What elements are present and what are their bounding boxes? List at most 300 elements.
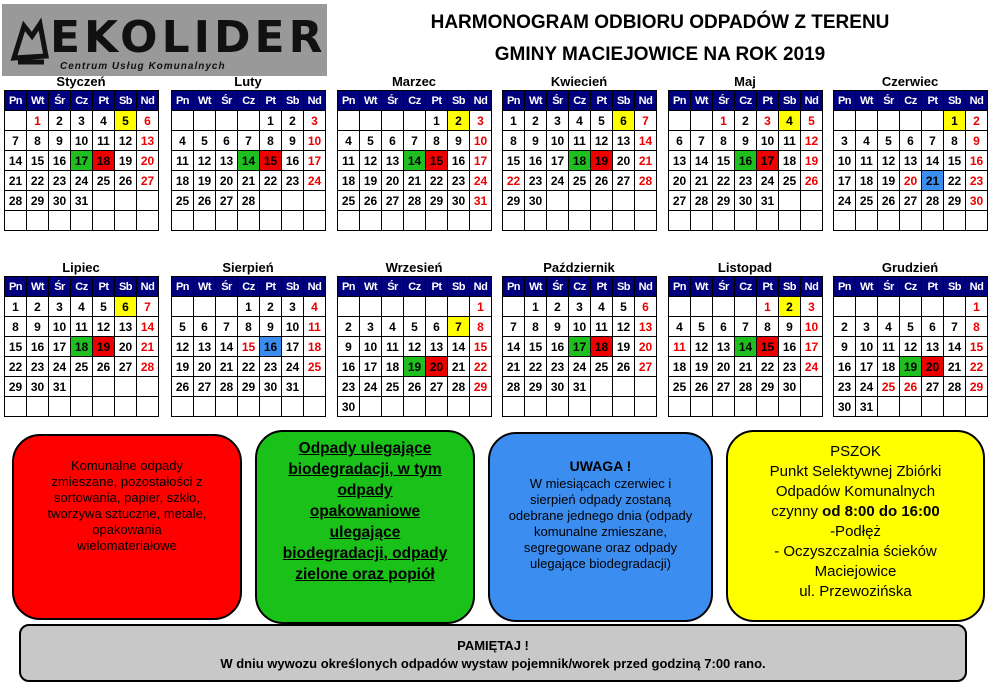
day-cell: 1 xyxy=(966,297,988,317)
weekday-header: Śr xyxy=(547,277,569,297)
empty-cell xyxy=(944,297,966,317)
company-logo xyxy=(2,4,327,76)
day-cell: 25 xyxy=(878,377,900,397)
month-calendar xyxy=(4,74,158,231)
day-cell-yellow: 1 xyxy=(944,111,966,131)
weekday-header: Śr xyxy=(382,277,404,297)
empty-cell xyxy=(878,297,900,317)
day-cell: 26 xyxy=(404,377,426,397)
day-cell: 27 xyxy=(613,171,635,191)
empty-cell xyxy=(426,297,448,317)
day-cell: 15 xyxy=(27,151,49,171)
day-cell: 28 xyxy=(635,171,657,191)
empty-cell xyxy=(282,211,304,231)
day-cell: 13 xyxy=(382,151,404,171)
day-cell: 31 xyxy=(49,377,71,397)
empty-cell xyxy=(801,191,823,211)
empty-cell xyxy=(856,297,878,317)
day-cell: 31 xyxy=(757,191,779,211)
day-cell: 29 xyxy=(5,377,27,397)
day-cell: 3 xyxy=(801,297,823,317)
empty-cell xyxy=(691,111,713,131)
day-cell: 24 xyxy=(49,357,71,377)
day-cell: 2 xyxy=(966,111,988,131)
day-cell-yellow: 6 xyxy=(613,111,635,131)
empty-cell xyxy=(115,397,137,417)
weekday-header: Śr xyxy=(713,91,735,111)
day-cell: 8 xyxy=(426,131,448,151)
pszok-hours: od 8:00 do 16:00 xyxy=(822,503,940,520)
empty-cell xyxy=(525,211,547,231)
empty-cell xyxy=(448,297,470,317)
month-calendar xyxy=(4,260,158,417)
weekday-header: Pn xyxy=(669,91,691,111)
month-name: Marzec xyxy=(391,74,437,89)
day-cell: 28 xyxy=(137,357,159,377)
day-cell: 10 xyxy=(71,131,93,151)
day-cell: 30 xyxy=(966,191,988,211)
empty-cell xyxy=(669,111,691,131)
weekday-header: Sb xyxy=(944,91,966,111)
day-cell: 20 xyxy=(900,171,922,191)
day-cell: 19 xyxy=(613,337,635,357)
weekday-header: Sb xyxy=(448,91,470,111)
day-cell: 8 xyxy=(713,131,735,151)
weekday-header: Sb xyxy=(944,277,966,297)
weekday-header: Wt xyxy=(525,277,547,297)
day-cell: 27 xyxy=(669,191,691,211)
day-cell: 8 xyxy=(238,317,260,337)
weekday-header: Pn xyxy=(172,277,194,297)
day-cell: 23 xyxy=(282,171,304,191)
day-cell: 6 xyxy=(922,317,944,337)
day-cell: 6 xyxy=(216,131,238,151)
empty-cell xyxy=(282,397,304,417)
day-cell: 1 xyxy=(525,297,547,317)
day-cell: 27 xyxy=(426,377,448,397)
weekday-header: Pn xyxy=(503,277,525,297)
month-name: Maj xyxy=(734,74,756,89)
day-cell: 2 xyxy=(525,111,547,131)
day-cell: 31 xyxy=(282,377,304,397)
day-cell: 28 xyxy=(503,377,525,397)
weekday-header: Wt xyxy=(27,91,49,111)
reminder-title: PAMIĘTAJ ! xyxy=(457,638,529,653)
empty-cell xyxy=(635,211,657,231)
day-cell: 11 xyxy=(338,151,360,171)
empty-cell xyxy=(834,211,856,231)
day-cell: 27 xyxy=(713,377,735,397)
day-cell: 3 xyxy=(360,317,382,337)
weekday-header: Sb xyxy=(115,277,137,297)
day-cell: 10 xyxy=(757,131,779,151)
empty-cell xyxy=(691,397,713,417)
empty-cell xyxy=(757,211,779,231)
page-title-line-2: GMINY MACIEJOWICE NA ROK 2019 xyxy=(494,44,826,65)
day-cell: 5 xyxy=(900,317,922,337)
day-cell: 9 xyxy=(525,131,547,151)
day-cell: 28 xyxy=(5,191,27,211)
day-cell: 28 xyxy=(922,191,944,211)
day-cell: 30 xyxy=(49,191,71,211)
day-cell: 25 xyxy=(93,171,115,191)
month-calendar xyxy=(171,260,325,417)
weekday-header: Cz xyxy=(569,91,591,111)
day-cell: 6 xyxy=(382,131,404,151)
day-cell: 1 xyxy=(238,297,260,317)
empty-cell xyxy=(966,211,988,231)
day-cell: 22 xyxy=(27,171,49,191)
weekday-header: Nd xyxy=(966,277,988,297)
day-cell: 22 xyxy=(944,171,966,191)
day-cell: 3 xyxy=(547,111,569,131)
day-cell: 4 xyxy=(338,131,360,151)
page-title-line-1: HARMONOGRAM ODBIORU ODPADÓW Z TERENU xyxy=(430,12,890,33)
day-cell: 27 xyxy=(635,357,657,377)
day-cell: 30 xyxy=(260,377,282,397)
month-table xyxy=(668,276,823,417)
weekday-header: Sb xyxy=(779,91,801,111)
empty-cell xyxy=(448,397,470,417)
weekday-header: Nd xyxy=(137,277,159,297)
day-cell: 6 xyxy=(426,317,448,337)
day-cell: 14 xyxy=(691,151,713,171)
day-cell: 26 xyxy=(93,357,115,377)
day-cell: 8 xyxy=(503,131,525,151)
day-cell: 24 xyxy=(801,357,823,377)
weekday-header: Pt xyxy=(260,91,282,111)
day-cell: 29 xyxy=(713,191,735,211)
day-cell: 27 xyxy=(137,171,159,191)
empty-cell xyxy=(635,377,657,397)
day-cell: 13 xyxy=(426,337,448,357)
day-cell: 21 xyxy=(735,357,757,377)
day-cell: 25 xyxy=(569,171,591,191)
day-cell: 13 xyxy=(137,131,159,151)
day-cell: 25 xyxy=(669,377,691,397)
empty-cell xyxy=(115,211,137,231)
day-cell: 18 xyxy=(878,357,900,377)
day-cell: 31 xyxy=(71,191,93,211)
weekday-header: Cz xyxy=(404,277,426,297)
day-cell: 25 xyxy=(382,377,404,397)
day-cell: 27 xyxy=(216,191,238,211)
pszok-line-4: - Oczyszczalnia ścieków Maciejowice xyxy=(774,543,937,580)
month-name: Wrzesień xyxy=(385,260,443,275)
weekday-header: Pt xyxy=(922,91,944,111)
weekday-header: Pn xyxy=(834,277,856,297)
day-cell: 8 xyxy=(5,317,27,337)
day-cell: 21 xyxy=(691,171,713,191)
day-cell: 24 xyxy=(71,171,93,191)
empty-cell xyxy=(900,211,922,231)
weekday-header: Cz xyxy=(900,91,922,111)
day-cell: 9 xyxy=(27,317,49,337)
empty-cell xyxy=(834,297,856,317)
day-cell: 20 xyxy=(382,171,404,191)
day-cell: 22 xyxy=(426,171,448,191)
weekday-header: Wt xyxy=(27,277,49,297)
day-cell: 3 xyxy=(304,111,326,131)
day-cell: 5 xyxy=(878,131,900,151)
day-cell: 10 xyxy=(569,317,591,337)
empty-cell xyxy=(448,211,470,231)
empty-cell xyxy=(801,211,823,231)
day-cell: 9 xyxy=(49,131,71,151)
day-cell-red: 17 xyxy=(757,151,779,171)
empty-cell xyxy=(613,191,635,211)
empty-cell xyxy=(779,211,801,231)
month-table xyxy=(668,90,823,231)
empty-cell xyxy=(801,377,823,397)
month-name: Styczeń xyxy=(56,74,106,89)
day-cell: 18 xyxy=(669,357,691,377)
weekday-header: Wt xyxy=(194,91,216,111)
day-cell: 17 xyxy=(282,337,304,357)
day-cell: 18 xyxy=(779,151,801,171)
month-calendar xyxy=(833,260,987,417)
empty-cell xyxy=(691,211,713,231)
weekday-header: Pt xyxy=(426,277,448,297)
weekday-header: Nd xyxy=(635,277,657,297)
pszok-open-prefix: czynny xyxy=(771,503,823,520)
month-name: Kwiecień xyxy=(550,74,608,89)
day-cell: 2 xyxy=(338,317,360,337)
day-cell: 11 xyxy=(878,337,900,357)
day-cell-red: 15 xyxy=(260,151,282,171)
note-title: UWAGA ! xyxy=(569,458,632,474)
day-cell: 12 xyxy=(691,337,713,357)
logo-subtitle: Centrum Usług Komunalnych xyxy=(60,61,226,72)
day-cell: 23 xyxy=(547,357,569,377)
empty-cell xyxy=(503,397,525,417)
day-cell: 16 xyxy=(49,151,71,171)
day-cell: 13 xyxy=(922,337,944,357)
empty-cell xyxy=(216,297,238,317)
day-cell: 11 xyxy=(591,317,613,337)
weekday-header: Cz xyxy=(569,277,591,297)
day-cell: 2 xyxy=(260,297,282,317)
empty-cell xyxy=(260,397,282,417)
day-cell: 17 xyxy=(304,151,326,171)
weekday-header: Nd xyxy=(966,91,988,111)
day-cell: 22 xyxy=(713,171,735,191)
day-cell: 4 xyxy=(878,317,900,337)
day-cell-green: 18 xyxy=(569,151,591,171)
day-cell: 29 xyxy=(966,377,988,397)
pszok-line-3: -Podłęż xyxy=(830,523,881,540)
empty-cell xyxy=(304,211,326,231)
empty-cell xyxy=(735,297,757,317)
weekday-header: Pn xyxy=(5,277,27,297)
day-cell: 19 xyxy=(115,151,137,171)
recycle-icon xyxy=(10,16,50,68)
empty-cell xyxy=(669,297,691,317)
day-cell: 21 xyxy=(635,151,657,171)
empty-cell xyxy=(172,397,194,417)
day-cell: 21 xyxy=(216,357,238,377)
empty-cell xyxy=(591,191,613,211)
day-cell: 4 xyxy=(304,297,326,317)
weekday-header: Śr xyxy=(49,277,71,297)
empty-cell xyxy=(27,397,49,417)
month-name: Czerwiec xyxy=(881,74,939,89)
day-cell-green: 19 xyxy=(900,357,922,377)
empty-cell xyxy=(900,397,922,417)
day-cell: 1 xyxy=(757,297,779,317)
day-cell: 17 xyxy=(801,337,823,357)
day-cell: 9 xyxy=(338,337,360,357)
weekday-header: Cz xyxy=(735,91,757,111)
empty-cell xyxy=(338,211,360,231)
month-name: Listopad xyxy=(717,260,773,275)
day-cell: 17 xyxy=(470,151,492,171)
reminder-text: W dniu wywozu określonych odpadów wystaw pojemnik/worek przed godziną 7:00 rano. xyxy=(220,656,766,671)
weekday-header: Sb xyxy=(613,277,635,297)
empty-cell xyxy=(569,191,591,211)
weekday-header: Pn xyxy=(5,91,27,111)
day-cell: 13 xyxy=(900,151,922,171)
day-cell: 10 xyxy=(49,317,71,337)
day-cell-green: 14 xyxy=(735,337,757,357)
day-cell: 19 xyxy=(172,357,194,377)
day-cell: 26 xyxy=(172,377,194,397)
day-cell: 7 xyxy=(944,317,966,337)
day-cell: 15 xyxy=(238,337,260,357)
day-cell: 26 xyxy=(591,171,613,191)
empty-cell xyxy=(691,297,713,317)
empty-cell xyxy=(172,297,194,317)
day-cell: 28 xyxy=(238,191,260,211)
empty-cell xyxy=(779,397,801,417)
day-cell: 14 xyxy=(216,337,238,357)
day-cell: 3 xyxy=(470,111,492,131)
month-name: Luty xyxy=(234,74,262,89)
empty-cell xyxy=(304,397,326,417)
day-cell: 11 xyxy=(569,131,591,151)
day-cell: 17 xyxy=(49,337,71,357)
weekday-header: Śr xyxy=(49,91,71,111)
weekday-header: Cz xyxy=(900,277,922,297)
weekday-header: Wt xyxy=(691,91,713,111)
weekday-header: Nd xyxy=(304,277,326,297)
empty-cell xyxy=(360,297,382,317)
empty-cell xyxy=(713,397,735,417)
day-cell: 20 xyxy=(216,171,238,191)
day-cell: 12 xyxy=(115,131,137,151)
day-cell-green: 16 xyxy=(735,151,757,171)
day-cell: 14 xyxy=(635,131,657,151)
day-cell-green: 17 xyxy=(569,337,591,357)
month-table xyxy=(337,90,492,231)
day-cell: 24 xyxy=(282,357,304,377)
empty-cell xyxy=(922,297,944,317)
empty-cell xyxy=(194,397,216,417)
empty-cell xyxy=(669,211,691,231)
day-cell-yellow: 2 xyxy=(448,111,470,131)
day-cell: 5 xyxy=(591,111,613,131)
empty-cell xyxy=(613,377,635,397)
weekday-header: Cz xyxy=(238,91,260,111)
weekday-header: Wt xyxy=(856,277,878,297)
weekday-header: Nd xyxy=(801,277,823,297)
day-cell: 9 xyxy=(966,131,988,151)
day-cell: 22 xyxy=(966,357,988,377)
empty-cell xyxy=(404,111,426,131)
month-calendar xyxy=(502,260,656,417)
month-table xyxy=(171,90,326,231)
day-cell-red: 19 xyxy=(591,151,613,171)
day-cell: 11 xyxy=(304,317,326,337)
day-cell: 13 xyxy=(194,337,216,357)
weekday-header: Wt xyxy=(691,277,713,297)
day-cell: 21 xyxy=(503,357,525,377)
empty-cell xyxy=(966,397,988,417)
month-calendar xyxy=(337,260,491,417)
day-cell: 19 xyxy=(360,171,382,191)
day-cell: 4 xyxy=(669,317,691,337)
day-cell: 4 xyxy=(93,111,115,131)
mixed-waste-box xyxy=(12,434,242,620)
day-cell: 12 xyxy=(878,151,900,171)
weekday-header: Pt xyxy=(93,91,115,111)
day-cell: 13 xyxy=(216,151,238,171)
empty-cell xyxy=(569,397,591,417)
empty-cell xyxy=(856,111,878,131)
pszok-box xyxy=(726,430,985,622)
pszok-line-5: ul. Przewozińska xyxy=(799,583,912,600)
day-cell: 10 xyxy=(856,337,878,357)
day-cell: 16 xyxy=(525,151,547,171)
day-cell: 1 xyxy=(27,111,49,131)
empty-cell xyxy=(525,397,547,417)
day-cell: 5 xyxy=(194,131,216,151)
day-cell: 21 xyxy=(448,357,470,377)
day-cell: 15 xyxy=(525,337,547,357)
day-cell: 15 xyxy=(5,337,27,357)
day-cell: 14 xyxy=(448,337,470,357)
empty-cell xyxy=(260,191,282,211)
day-cell: 1 xyxy=(470,297,492,317)
day-cell-green: 14 xyxy=(404,151,426,171)
day-cell: 23 xyxy=(27,357,49,377)
month-table xyxy=(502,90,657,231)
day-cell: 18 xyxy=(172,171,194,191)
empty-cell xyxy=(338,297,360,317)
month-table xyxy=(171,276,326,417)
day-cell: 7 xyxy=(137,297,159,317)
day-cell: 25 xyxy=(304,357,326,377)
day-cell: 11 xyxy=(71,317,93,337)
empty-cell xyxy=(260,211,282,231)
day-cell: 26 xyxy=(194,191,216,211)
day-cell-blue: 21 xyxy=(922,171,944,191)
pszok-hours-line xyxy=(728,502,983,522)
month-calendar xyxy=(337,74,491,231)
day-cell: 25 xyxy=(591,357,613,377)
day-cell: 20 xyxy=(137,151,159,171)
day-cell: 30 xyxy=(448,191,470,211)
day-cell: 22 xyxy=(5,357,27,377)
day-cell: 11 xyxy=(669,337,691,357)
empty-cell xyxy=(635,397,657,417)
day-cell: 29 xyxy=(757,377,779,397)
day-cell: 21 xyxy=(944,357,966,377)
weekday-header: Wt xyxy=(856,91,878,111)
empty-cell xyxy=(547,397,569,417)
empty-cell xyxy=(5,111,27,131)
weekday-header: Śr xyxy=(216,91,238,111)
